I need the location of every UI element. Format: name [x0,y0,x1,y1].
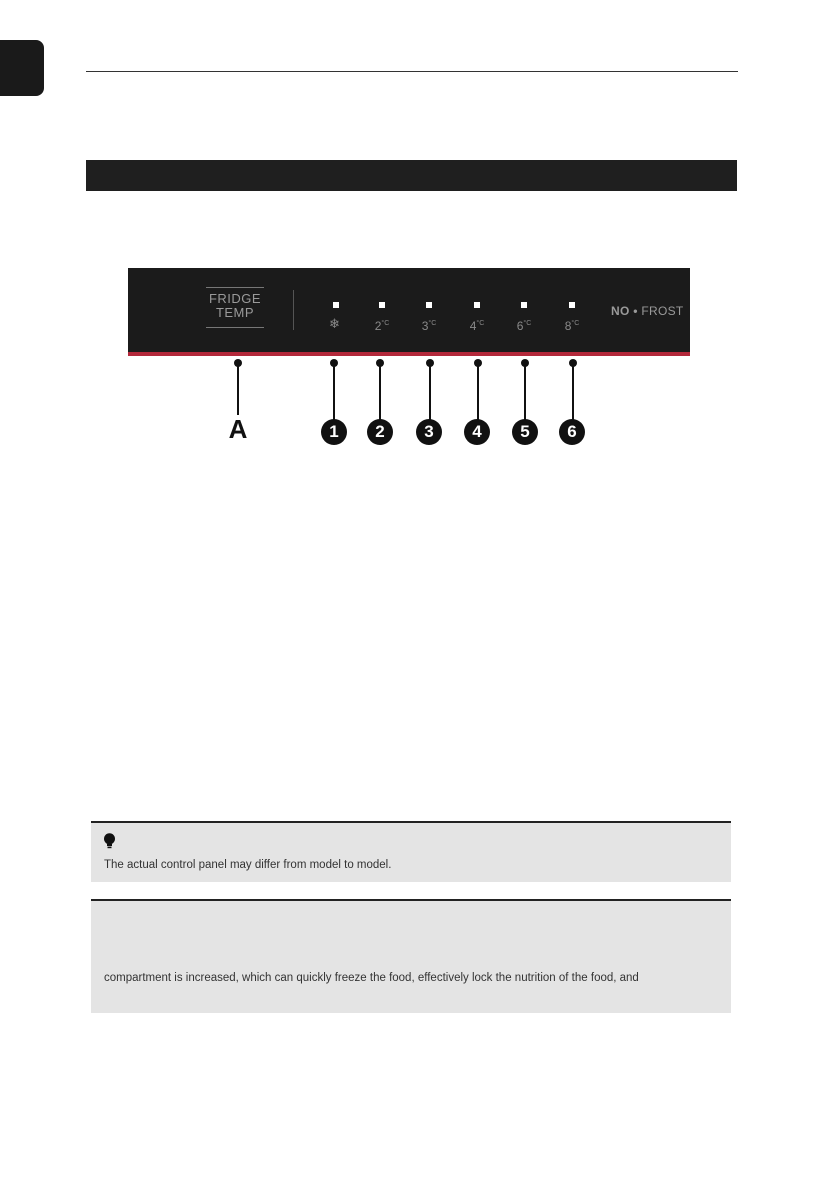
info-note-text: compartment is increased, which can quickly freeze the food, effectively lock the nutrition of the food, and [104,972,639,984]
callout-line-3 [429,363,431,420]
no-frost-separator: • [629,304,642,318]
control-panel [128,268,690,352]
setting-label-4: $4^{^\circ C}$ [469,319,485,333]
header-rule [86,71,738,72]
fridge-temp-top-line [206,287,264,288]
callout-number-2: 2 [367,419,393,445]
info-note [91,899,731,1013]
fridge-temp-label [206,292,264,320]
callout-number-6: 6 [559,419,585,445]
callout-line-a [237,363,239,415]
callout-line-4 [477,363,479,420]
setting-label-8: $8^{^\circ C}$ [564,319,580,333]
indicator-led-6 [569,302,575,308]
callout-number-1: 1 [321,419,347,445]
section-heading-bar [86,160,737,191]
tip-note [91,821,731,882]
no-frost-logo [611,304,684,318]
callout-label-a: A [228,414,248,444]
callout-number-3: 3 [416,419,442,445]
indicator-led-4 [474,302,480,308]
indicator-led-2 [379,302,385,308]
callout-number-5: 5 [512,419,538,445]
indicator-led-3 [426,302,432,308]
panel-accent-strip [128,352,690,356]
callout-line-5 [524,363,526,420]
indicator-led-1 [333,302,339,308]
fridge-temp-label-line1: FRIDGE [208,291,262,306]
lightbulb-icon [103,833,116,849]
setting-label-2: $2^{^\circ C}$ [374,319,390,333]
setting-label-3: $3^{^\circ C}$ [421,319,437,333]
indicator-led-5 [521,302,527,308]
callout-line-2 [379,363,381,420]
super-cool-icon: ❄ [329,316,340,331]
callout-number-4: 4 [464,419,490,445]
fridge-temp-label-line2: TEMP [215,305,255,320]
language-tab [0,40,44,96]
no-frost-bold: NO [611,304,630,318]
callout-line-6 [572,363,574,420]
panel-divider [293,290,294,330]
setting-label-6: $6^{^\circ C}$ [516,319,532,333]
control-panel-illustration [128,268,690,356]
callout-line-1 [333,363,335,420]
no-frost-thin: FROST [641,304,684,318]
fridge-temp-bottom-line [206,327,264,328]
tip-note-text: The actual control panel may differ from model to model. [104,859,392,871]
